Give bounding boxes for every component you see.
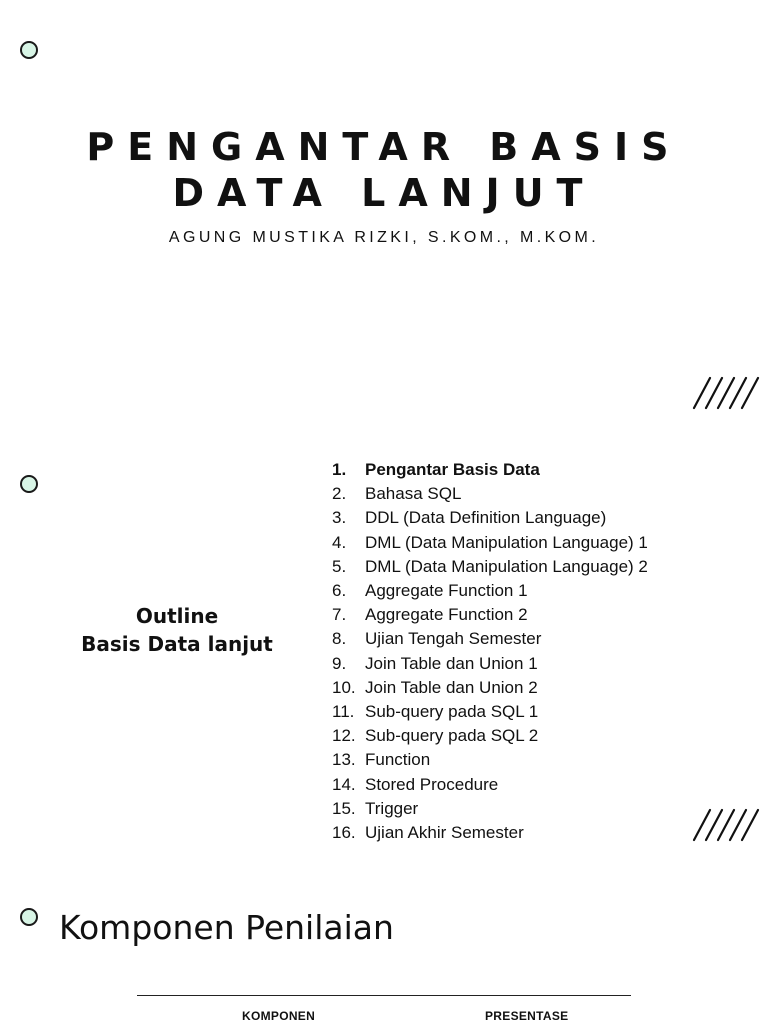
outline-item-number: 9. (332, 653, 347, 673)
outline-item-text: Trigger (365, 798, 419, 818)
outline-item (332, 797, 648, 821)
outline-item (332, 531, 648, 555)
outline-item-text: Join Table dan Union 1 (365, 653, 538, 673)
outline-item-text: Function (365, 750, 431, 770)
outline-item (332, 458, 648, 482)
outline-item-number: 13. (332, 750, 356, 770)
outline-item-text: Join Table dan Union 2 (365, 677, 538, 697)
outline-item (332, 627, 648, 651)
column-header-komponen: KOMPONEN (242, 1009, 316, 1023)
outline-item-text: Bahasa SQL (365, 484, 462, 504)
outline-item-text: Stored Procedure (365, 774, 499, 794)
presentation-title (0, 124, 768, 216)
outline-item-number: 16. (332, 823, 356, 843)
outline-item-text: DML (Data Manipulation Language) 1 (365, 532, 648, 552)
outline-item (332, 579, 648, 603)
outline-item (332, 773, 648, 797)
column-header-presentase: PRESENTASE (485, 1009, 569, 1023)
outline-item-number: 10. (332, 677, 356, 697)
outline-item (332, 724, 648, 748)
circle-bullet-icon (20, 475, 38, 493)
outline-item-number: 11. (332, 702, 355, 722)
outline-item (332, 603, 648, 627)
slide-title (0, 0, 768, 432)
diagonal-slashes-icon (692, 376, 760, 410)
outline-list (332, 458, 648, 845)
outline-item-text: Sub-query pada SQL 1 (365, 702, 539, 722)
outline-item-number: 12. (332, 726, 356, 746)
outline-item-text: Aggregate Function 2 (365, 605, 528, 625)
outline-item-text: DML (Data Manipulation Language) 2 (365, 556, 648, 576)
slide-outline (0, 432, 768, 864)
outline-item-text: DDL (Data Definition Language) (365, 508, 607, 528)
outline-item-text: Sub-query pada SQL 2 (365, 726, 539, 746)
outline-item-number: 2. (332, 484, 347, 504)
circle-bullet-icon (20, 908, 38, 926)
outline-item-number: 6. (332, 581, 347, 601)
outline-item-number: 14. (332, 774, 356, 794)
outline-item-text: Aggregate Function 1 (365, 581, 528, 601)
outline-item-number: 3. (332, 508, 347, 528)
outline-item (332, 482, 648, 506)
outline-item-number: 1. (332, 460, 347, 479)
outline-item (332, 821, 648, 845)
komponen-title: Komponen Penilaian (59, 908, 394, 947)
author-name: AGUNG MUSTIKA RIZKI, S.KOM., M.KOM. (168, 229, 600, 246)
outline-item-number: 15. (332, 798, 356, 818)
slide-komponen-penilaian (0, 864, 768, 1024)
outline-heading (62, 602, 292, 658)
outline-item-text: Ujian Tengah Semester (365, 629, 542, 649)
circle-bullet-icon (20, 41, 38, 59)
outline-heading-line-2: Basis Data lanjut (81, 632, 273, 656)
title-line-1: PENGANTAR BASIS (86, 125, 682, 169)
table-top-rule (137, 995, 631, 996)
outline-item (332, 748, 648, 772)
outline-heading-line-1: Outline (135, 604, 219, 628)
outline-item (332, 506, 648, 530)
outline-item-number: 4. (332, 532, 347, 552)
title-line-2: DATA LANJUT (172, 171, 596, 215)
outline-item-number: 5. (332, 556, 347, 576)
outline-item (332, 555, 648, 579)
outline-item-text: Pengantar Basis Data (365, 460, 540, 479)
outline-item-number: 7. (332, 605, 347, 625)
outline-item (332, 652, 648, 676)
outline-item-number: 8. (332, 629, 347, 649)
outline-item (332, 700, 648, 724)
outline-item-text: Ujian Akhir Semester (365, 823, 524, 843)
diagonal-slashes-icon (692, 808, 760, 842)
outline-item (332, 676, 648, 700)
